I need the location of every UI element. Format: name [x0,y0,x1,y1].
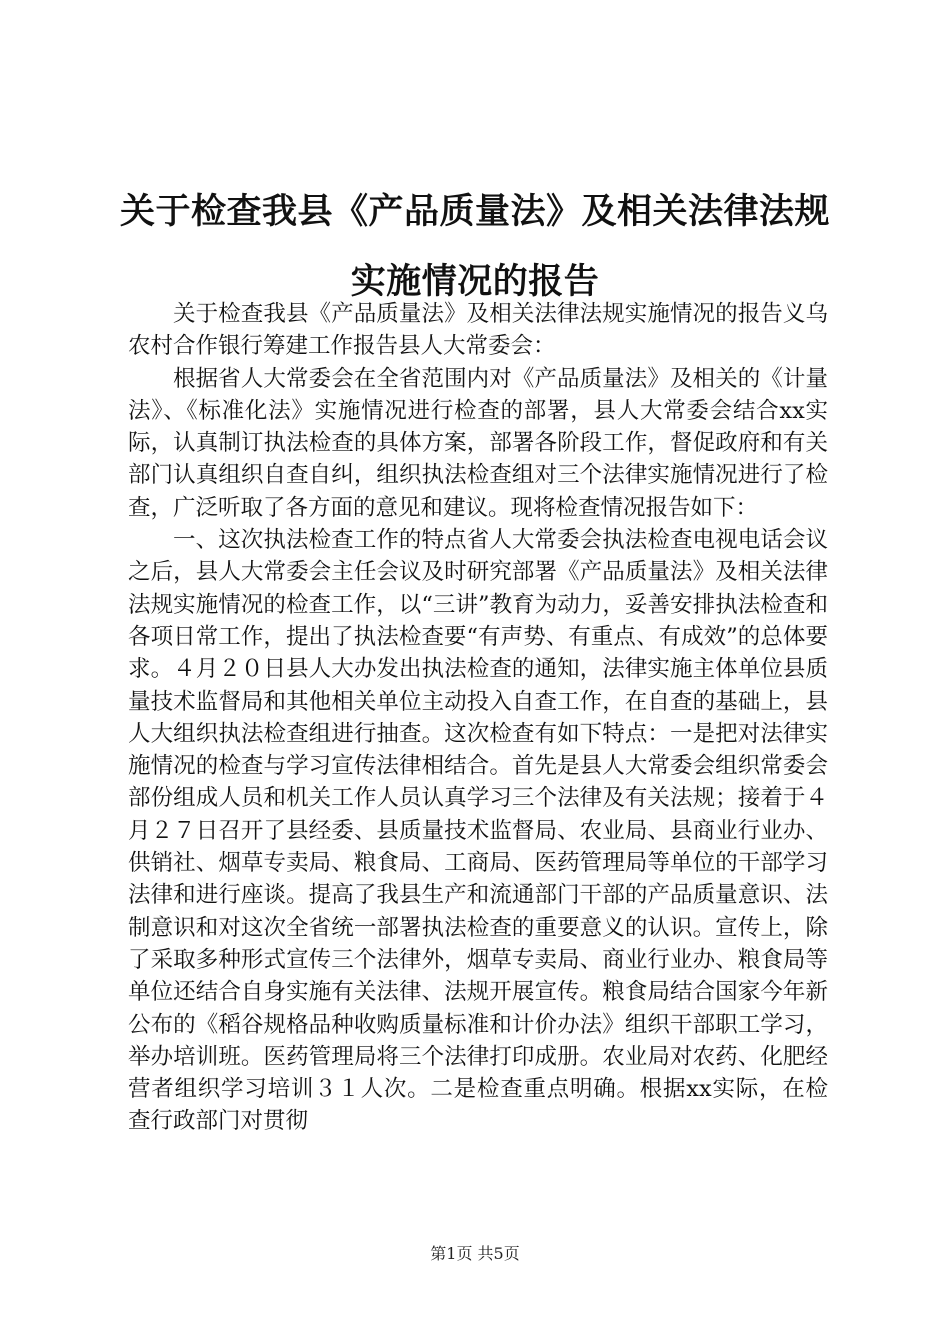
paragraph-intro: 根据省人大常委会在全省范围内对《产品质量法》及相关的《计量法》、《标准化法》实施情况进行检查的部署，县人大常委会结合xx实际，认真制订执法检查的具体方案，部署各阶段工作，督促政府和有关部门认真组织自查自纠，组织执法检查组对三个法律实施情况进行了检查，广泛听取了各方面的意见和建议。现将检查情况报告如下： [128,365,828,521]
page-number-footer: 第1页 共5页 [430,1244,520,1263]
document-body [128,298,828,1138]
document-title: 关于检查我县《产品质量法》及相关法律法规实施情况的报告 [119,192,830,302]
paragraph-section-one: 一、这次执法检查工作的特点省人大常委会执法检查电视电话会议之后，县人大常委会主任会议及时研究部署《产品质量法》及相关法律法规实施情况的检查工作，以“三讲”教育为动力，妥善安排执法检查和各项日常工作，提出了执法检查要“有声势、有重点、有成效”的总体要求。４月２０日县人大办发出执法检查的通知，法律实施主体单位县质量技术监督局和其他相关单位主动投入自查工作，在自查的基础上，县人大组织执法检查组进行抽查。这次检查有如下特点：一是把对法律实施情况的检查与学习宣传法律相结合。首先是县人大常委会组织常委会部份组成人员和机关工作人员认真学习三个法律及有关法规；接着于４月２７日召开了县经委、县质量技术监督局、农业局、县商业行业办、供销社、烟草专卖局、粮食局、工商局、医药管理局等单位的干部学习法律和进行座谈。提高了我县生产和流通部门干部的产品质量意识、法制意识和对这次全省统一部署执法检查的重要意义的认识。宣传上，除了采取多种形式宣传三个法律外，烟草专卖局、商业行业办、粮食局等单位还结合自身实施有关法律、法规开展宣传。粮食局结合国家今年新公布的《稻谷规格品种收购质量标准和计价办法》组织干部职工学习，举办培训班。医药管理局将三个法律打印成册。农业局对农药、化肥经营者组织学习培训３１人次。二是检查重点明确。根据xx实际，在检查行政部门对贯彻 [128,527,828,1135]
paragraph-greeting: 关于检查我县《产品质量法》及相关法律法规实施情况的报告义乌农村合作银行筹建工作报告县人大常委会： [128,301,828,360]
